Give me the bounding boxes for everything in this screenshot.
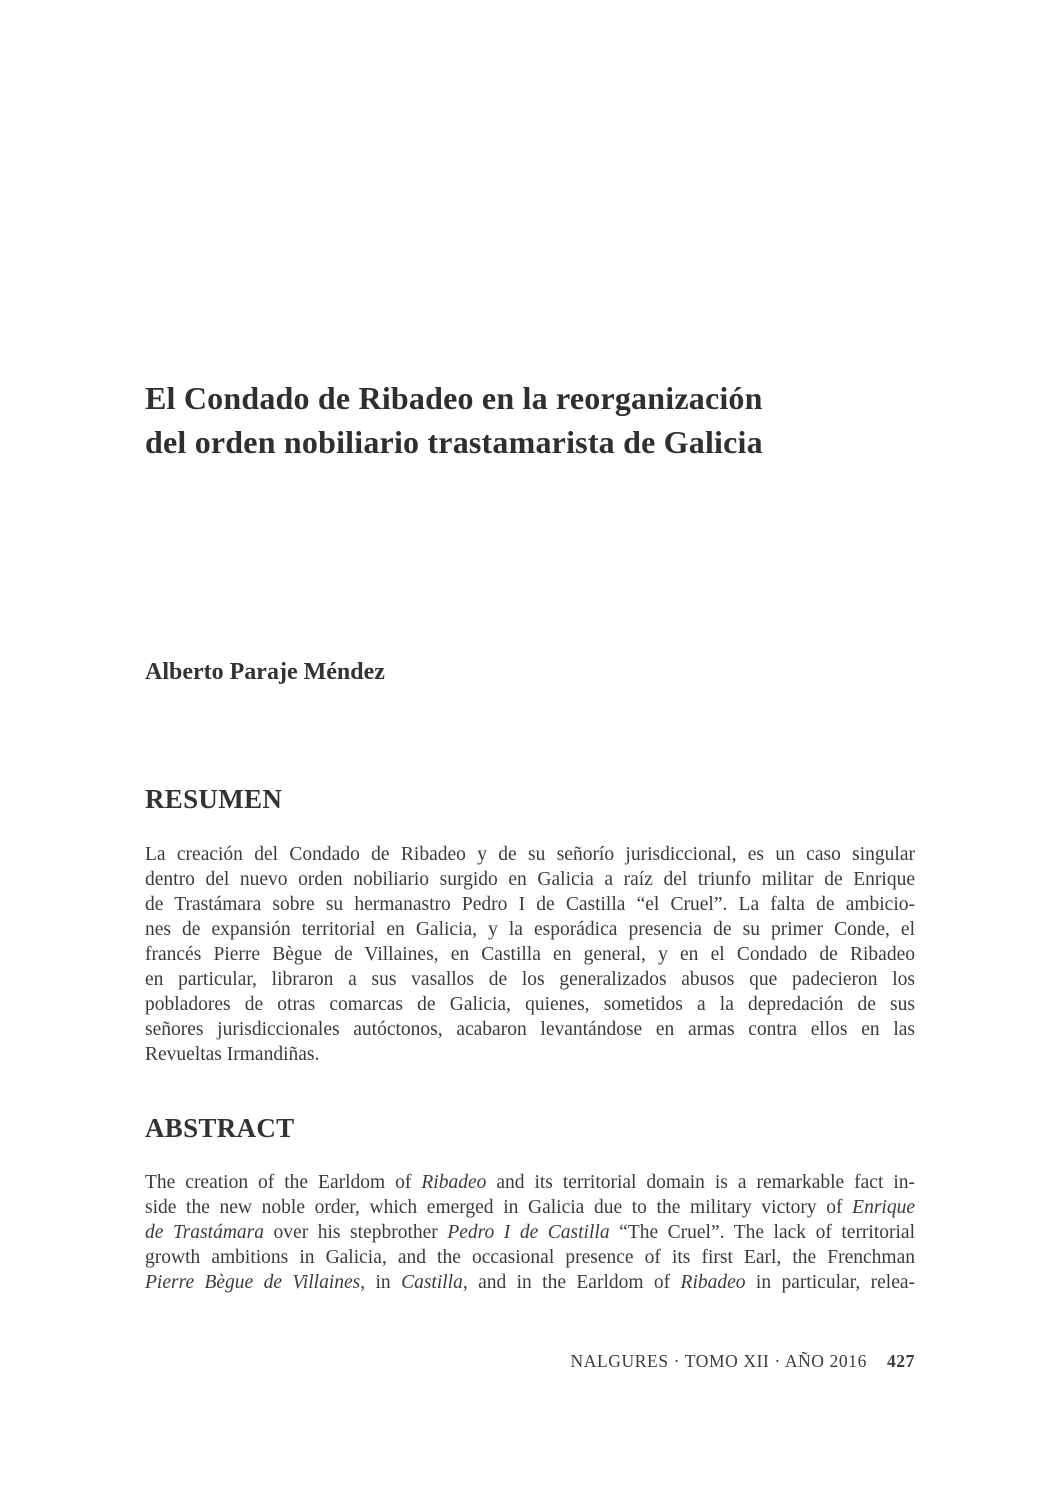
article-title-line-2: del orden nobiliario trastamarista de Galicia [145,424,763,460]
abstract-heading: ABSTRACT [145,1113,295,1143]
article-title-line-1: El Condado de Ribadeo en la reorganización [145,380,763,416]
page-number: 427 [886,1351,915,1371]
resumen-heading: RESUMEN [145,784,283,814]
journal-info: NALGURES · TOMO XII · AÑO 2016 [570,1351,867,1371]
author-name: Alberto Paraje Méndez [145,659,385,685]
article-title [145,376,945,464]
abstract-paragraph: The creation of the Earldom of Ribadeo and its territorial domain is a remarkable fact in- side the new noble order, which emerged in Galicia due to the military victory of Enrique de Trastámara over his stepbrother Pedro I de Castilla “The Cruel”. The lack of territorial growth ambitions in Galicia, and the occasional presence of its first Earl, the Frenchman Pierre Bègue de Villaines, in Castilla, and in the Earldom of Ribadeo in particular, relea- [145,1172,915,1293]
page-footer [145,1351,915,1372]
resumen-paragraph: La creación del Condado de Ribadeo y de su señorío jurisdiccional, es un caso singular dentro del nuevo orden nobiliario surgido en Galicia a raíz del triunfo militar de Enrique de Trastámara sobre su hermanastro Pedro I de Castilla “el Cruel”. La falta de ambicio- nes de expansión territorial en Galicia, y la esporádica presencia de su primer Conde, el francés Pierre Bègue de Villaines, en Castilla en general, y en el Condado de Ribadeo en particular, libraron a sus vasallos de los generalizados abusos que padecieron los pobladores de otras comarcas de Galicia, quienes, sometidos a la depredación de sus señores jurisdiccionales autóctonos, acabaron levantándose en armas contra ellos en las Revueltas Irmandiñas. [145,844,915,1065]
